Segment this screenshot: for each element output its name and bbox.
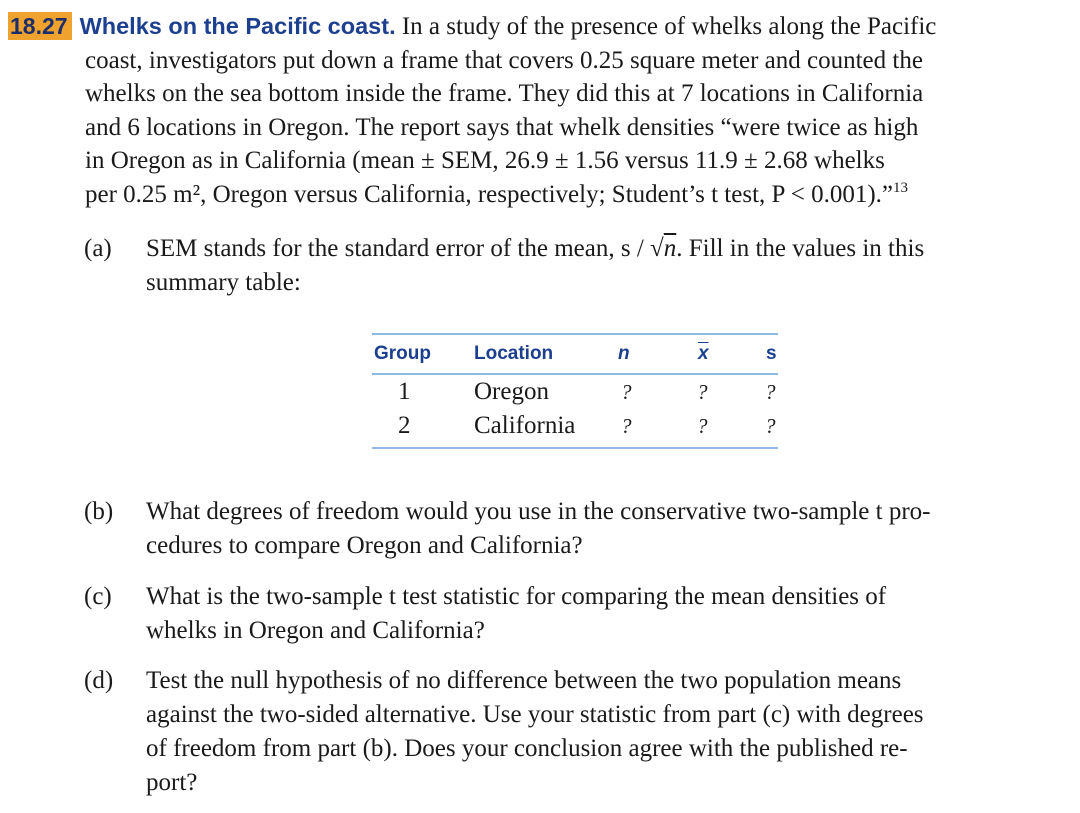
part-c-line-2: whelks in Oregon and California? (146, 617, 485, 644)
header-location: Location (474, 343, 554, 364)
table-row (372, 375, 778, 409)
table-bottom-rule (372, 447, 778, 449)
part-c-line-1: What is the two-sample t test statistic for comparing the mean densities of (146, 583, 887, 610)
part-a-line-2: summary table: (146, 269, 301, 296)
summary-table (372, 333, 778, 449)
problem-number: 18.27 (8, 12, 72, 40)
part-b-line-2: cedures to compare Oregon and California? (146, 532, 583, 559)
intro-line-2: coast, investigators put down a frame that covers 0.25 square meter and counted the (85, 46, 923, 74)
sqrt-n-symbol: n (663, 235, 677, 262)
footnote-reference: 13 (893, 179, 909, 196)
table-body (372, 375, 778, 447)
part-a-line-1 (84, 232, 1014, 266)
row-1-n: ? (621, 380, 632, 404)
table-row (372, 409, 778, 443)
problem-intro (8, 10, 1018, 211)
intro-line-4: and 6 locations in Oregon. The report says that whelk densities “were twice as high (85, 113, 919, 141)
intro-line-1: In a study of the presence of whelks along the Pacific (401, 13, 937, 40)
part-b-label: (b) (84, 498, 114, 525)
row-2-n: ? (621, 414, 632, 438)
part-b (84, 495, 1014, 563)
row-2-s: ? (765, 414, 776, 438)
part-d (84, 664, 1014, 800)
row-2-xbar: ? (697, 414, 708, 438)
row-1-location: Oregon (474, 378, 549, 405)
header-group: Group (374, 343, 431, 364)
row-2-location: California (474, 412, 576, 439)
part-d-line-1: Test the null hypothesis of no difference between the two population means (146, 667, 902, 694)
intro-line-5: in Oregon as in California (mean ± SEM, 26.9 ± 1.56 versus 11.9 ± 2.68 whelks (85, 147, 885, 174)
row-1-xbar: ? (697, 380, 708, 404)
part-b-line-1: What degrees of freedom would you use in the conservative two-sample t pro- (146, 498, 931, 525)
part-d-line-3: of freedom from part (b). Does your conclusion agree with the published re- (146, 735, 908, 762)
intro-first-line (8, 10, 1018, 44)
part-a-line-1-pre: SEM stands for the standard error of the mean, s / √ (146, 235, 664, 262)
intro-line-6: per 0.25 m², Oregon versus California, respectively; Student’s t test, P < 0.001).” (85, 180, 894, 208)
problem-title: Whelks on the Pacific coast. (79, 13, 396, 39)
part-d-label: (d) (84, 667, 114, 694)
part-d-line-4: port? (146, 769, 198, 796)
table-header-row (372, 335, 778, 373)
intro-line-6-wrap (8, 178, 1018, 212)
row-2-group: 2 (398, 412, 411, 439)
header-s: s (766, 343, 777, 364)
header-n: n (618, 343, 630, 364)
intro-line-3: whelks on the sea bottom inside the frame. They did this at 7 locations in California (85, 80, 924, 107)
part-c (84, 580, 1014, 648)
row-1-s: ? (765, 380, 776, 404)
part-d-line-2: against the two-sided alternative. Use your statistic from part (c) with degrees (146, 701, 924, 728)
part-a-line-1-post: . Fill in the values in this (676, 235, 925, 262)
part-a-label: (a) (84, 235, 112, 262)
header-xbar: $\overline{x}$ (698, 343, 709, 364)
part-c-label: (c) (84, 583, 112, 610)
row-1-group: 1 (398, 378, 411, 405)
part-a (84, 232, 1014, 300)
